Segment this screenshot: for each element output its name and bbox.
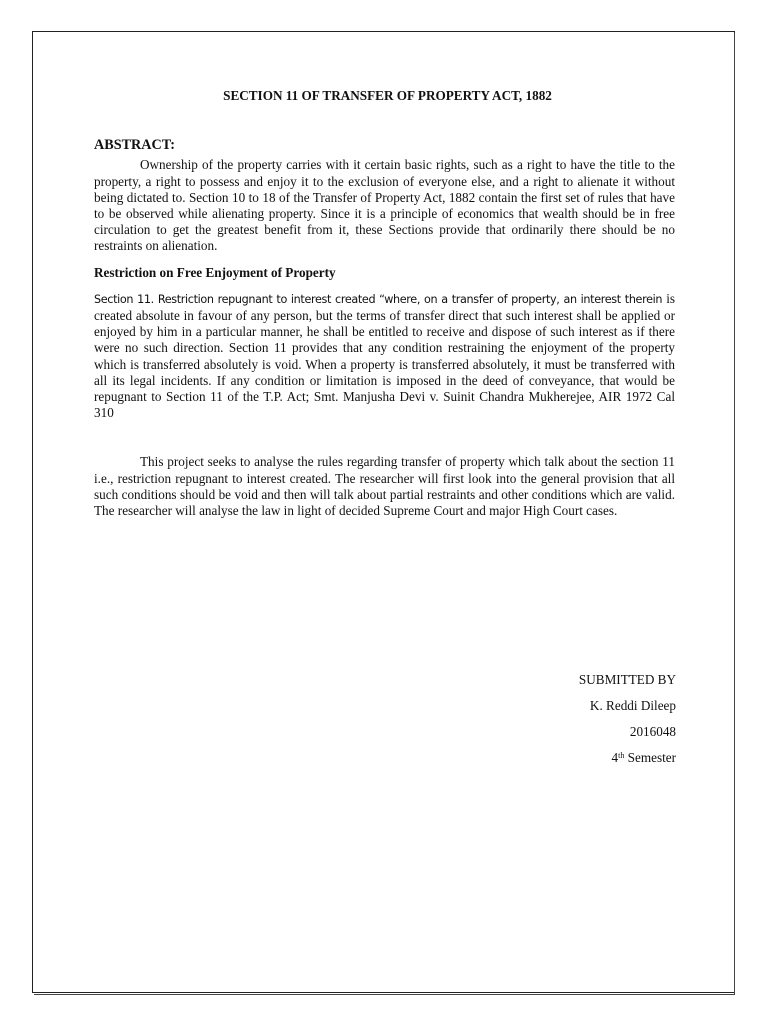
roll-number: 2016048 [629,724,676,739]
abstract-paragraph: Ownership of the property carries with it certain basic rights, such as a right to have the title to the property, a right to possess and enjoy it to the exclusion of everyone else, and a right to alienate it without being dictated to. Section 10 to 18 of the Transfer of Property Act, 1882 contain the first set of rules that have to be observed while alienating property. Since it is a principle of economics that wealth should be in free circulation to get the greatest benefit from it, these Sections provide that ordinarily there should be no restraints on alienation. [94,157,675,254]
abstract-heading: ABSTRACT: [94,137,175,154]
submission-block [579,672,676,776]
semester-word: Semester [624,750,676,765]
section-11-text: is created absolute in favour of any person, but the terms of transfer direct that such interest shall be applied or enjoyed by him in a particular manner, he shall be entitled to receive and dispose of such interest as if there were no such direction. Section 11 provides that any condition restraining the enjoyment of the property which is transferred absolutely is void. When a property is transferred absolutely, it must be transferred with all its legal incidents. If any condition or limitation is imposed in the deed of conveyance, that would be repugnant to Section 11 of the T.P. Act; Smt. Manjusha Devi v. Suinit Chandra Mukherejee, AIR 1972 Cal 310 [94,290,676,421]
restriction-heading: Restriction on Free Enjoyment of Property [94,264,336,280]
student-name: K. Reddi Dileep [589,698,676,713]
section-11-paragraph [94,291,675,422]
submitted-by-label: SUBMITTED BY [578,672,676,687]
document-body [94,88,675,519]
semester-suffix: th [618,751,625,760]
semester [579,750,676,766]
semester-number: 4 [611,750,619,765]
document-title: SECTION 11 OF TRANSFER OF PROPERTY ACT, 1882 [223,88,552,103]
project-paragraph: This project seeks to analyse the rules regarding transfer of property which talk about the section 11 i.e., restriction repugnant to interest created. The researcher will first look into the general provision that all such conditions should be void and then will talk about partial restraints and other conditions which are valid. The researcher will analyse the law in light of decided Supreme Court and major High Court cases. [94,454,675,519]
section-11-quote-start: Section 11. Restriction repugnant to interest created “where, on a transfer of property, an interest therein [94,292,663,306]
